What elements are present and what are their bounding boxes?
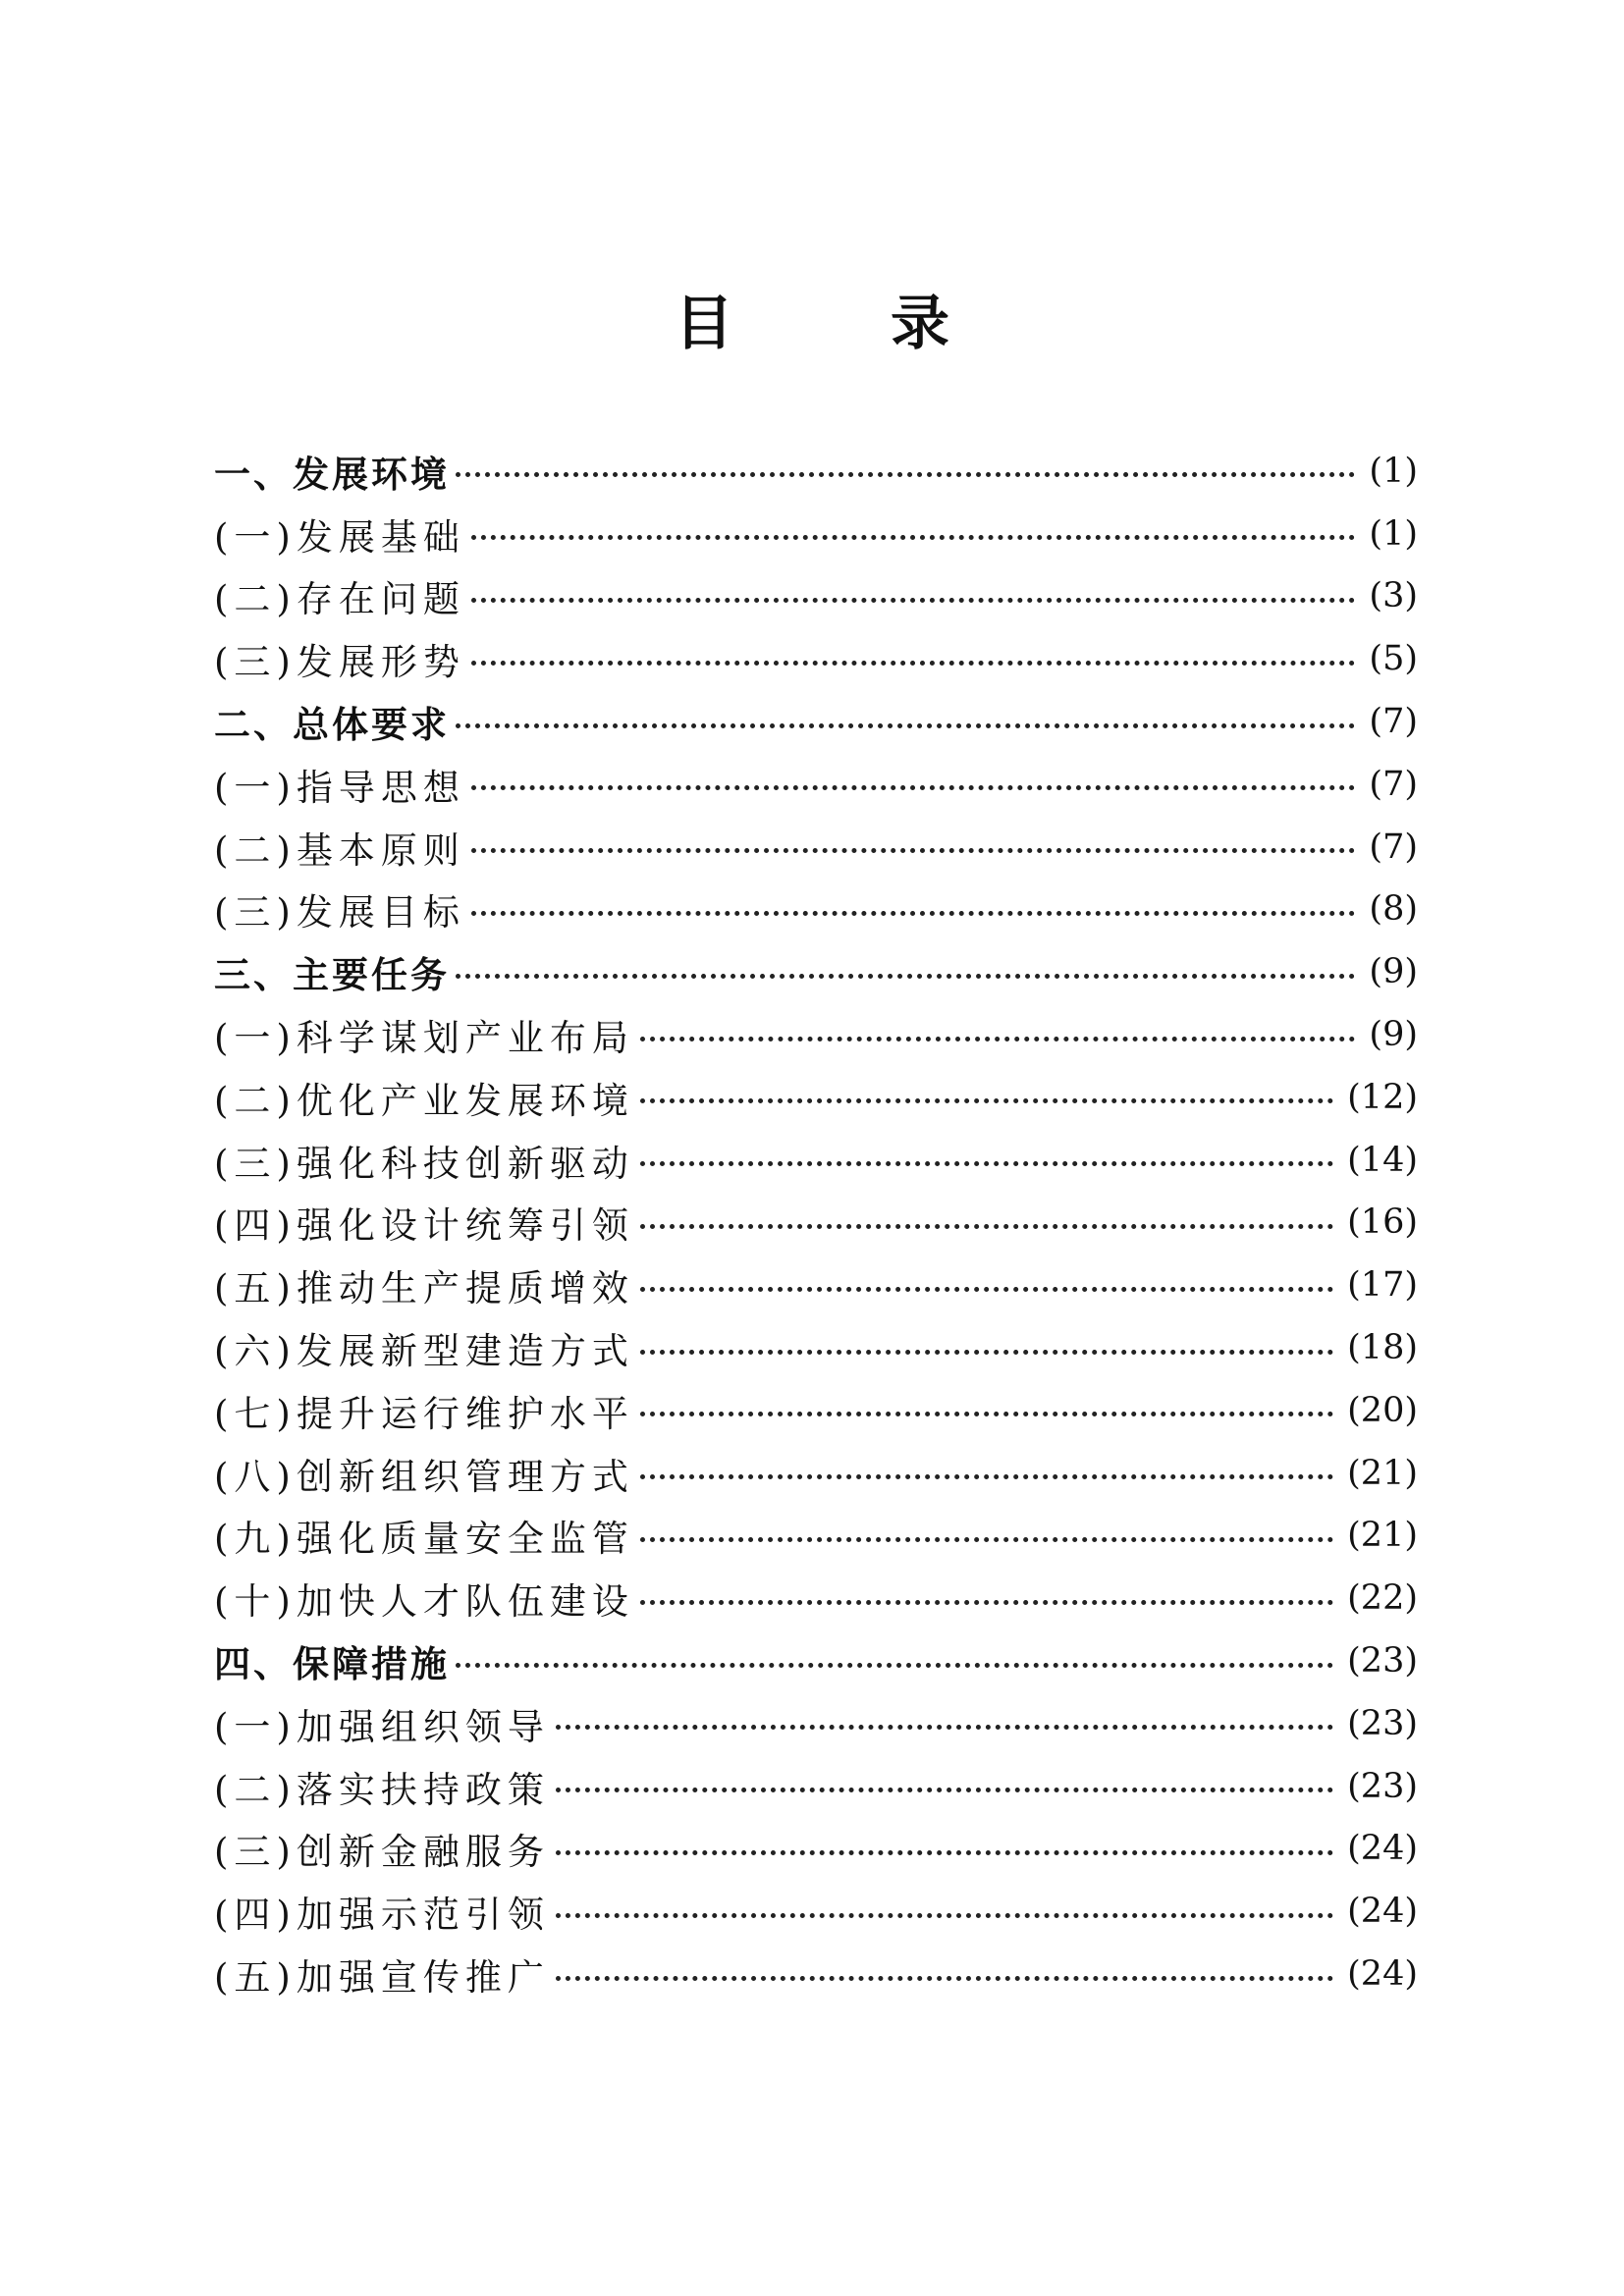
toc-page-number: (9) — [1369, 952, 1418, 992]
toc-dot-leader — [471, 911, 1356, 916]
toc-subsection-entry[interactable] — [214, 1880, 1418, 1943]
toc-section-entry[interactable] — [214, 940, 1418, 1003]
toc-entry-label: (二)优化产业发展环境 — [214, 1079, 634, 1122]
toc-page-number: (5) — [1369, 639, 1418, 679]
toc-page-number: (21) — [1347, 1516, 1418, 1556]
toc-page-number: (20) — [1347, 1390, 1418, 1430]
toc-dot-leader — [640, 1412, 1333, 1416]
title-char-2: 录 — [891, 290, 949, 358]
toc-subsection-entry[interactable] — [214, 503, 1418, 565]
toc-subsection-entry[interactable] — [214, 753, 1418, 816]
toc-subsection-entry[interactable] — [214, 816, 1418, 879]
toc-dot-leader — [556, 1913, 1333, 1918]
toc-entry-label: (一)科学谋划产业布局 — [214, 1017, 634, 1060]
toc-entry-label: (一)指导思想 — [214, 766, 465, 809]
toc-dot-leader — [640, 1161, 1333, 1166]
toc-subsection-entry[interactable] — [214, 1316, 1418, 1379]
toc-dot-leader — [471, 598, 1356, 603]
toc-dot-leader — [556, 1976, 1333, 1981]
toc-subsection-entry[interactable] — [214, 1692, 1418, 1755]
toc-entry-label: 二、总体要求 — [214, 704, 450, 747]
toc-page-number: (22) — [1347, 1578, 1418, 1619]
toc-page-number: (8) — [1369, 889, 1418, 930]
toc-section-entry[interactable] — [214, 1629, 1418, 1692]
toc-page-number: (24) — [1347, 1954, 1418, 1995]
toc-subsection-entry[interactable] — [214, 1442, 1418, 1505]
toc-subsection-entry[interactable] — [214, 1943, 1418, 2005]
toc-entry-label: (五)推动生产提质增效 — [214, 1267, 634, 1310]
toc-entry-label: 一、发展环境 — [214, 453, 450, 496]
toc-subsection-entry[interactable] — [214, 1379, 1418, 1442]
table-of-contents — [214, 440, 1418, 2005]
toc-dot-leader — [556, 1850, 1333, 1855]
toc-page-number: (23) — [1347, 1703, 1418, 1743]
toc-page-number: (24) — [1347, 1892, 1418, 1932]
toc-subsection-entry[interactable] — [214, 1192, 1418, 1255]
toc-entry-label: (三)创新金融服务 — [214, 1831, 550, 1874]
toc-dot-leader — [456, 723, 1355, 728]
toc-page-number: (1) — [1369, 513, 1418, 554]
toc-subsection-entry[interactable] — [214, 1066, 1418, 1129]
toc-subsection-entry[interactable] — [214, 1129, 1418, 1192]
toc-page-number: (16) — [1347, 1202, 1418, 1243]
toc-page-number: (17) — [1347, 1265, 1418, 1306]
toc-dot-leader — [640, 1098, 1333, 1103]
toc-entry-label: (四)强化设计统筹引领 — [214, 1204, 634, 1248]
toc-entry-label: (七)提升运行维护水平 — [214, 1392, 634, 1435]
toc-page-number: (24) — [1347, 1829, 1418, 1869]
toc-page-number: (23) — [1347, 1641, 1418, 1682]
toc-entry-label: (二)存在问题 — [214, 578, 465, 621]
toc-subsection-entry[interactable] — [214, 1755, 1418, 1818]
toc-entry-label: (四)加强示范引领 — [214, 1894, 550, 1937]
toc-page-number: (9) — [1369, 1015, 1418, 1055]
toc-dot-leader — [471, 785, 1356, 790]
toc-dot-leader — [556, 1725, 1333, 1730]
toc-entry-label: (十)加快人才队伍建设 — [214, 1580, 634, 1624]
toc-page-number: (3) — [1369, 576, 1418, 616]
toc-page-number: (21) — [1347, 1453, 1418, 1493]
toc-dot-leader — [556, 1788, 1333, 1792]
toc-subsection-entry[interactable] — [214, 627, 1418, 690]
toc-page-number: (12) — [1347, 1077, 1418, 1117]
toc-entry-label: (三)强化科技创新驱动 — [214, 1142, 634, 1185]
toc-page-number: (14) — [1347, 1140, 1418, 1180]
toc-dot-leader — [456, 974, 1355, 979]
toc-entry-label: (一)发展基础 — [214, 515, 465, 559]
toc-entry-label: 三、主要任务 — [214, 954, 450, 997]
toc-page-number: (7) — [1369, 827, 1418, 867]
toc-section-entry[interactable] — [214, 440, 1418, 503]
toc-dot-leader — [456, 1663, 1333, 1668]
toc-entry-label: (六)发展新型建造方式 — [214, 1330, 634, 1373]
toc-page-number: (23) — [1347, 1766, 1418, 1806]
toc-entry-label: (九)强化质量安全监管 — [214, 1518, 634, 1561]
toc-dot-leader — [640, 1350, 1333, 1355]
toc-dot-leader — [456, 472, 1355, 477]
toc-subsection-entry[interactable] — [214, 565, 1418, 628]
toc-page-number: (1) — [1369, 451, 1418, 491]
toc-subsection-entry[interactable] — [214, 1505, 1418, 1568]
toc-subsection-entry[interactable] — [214, 1254, 1418, 1316]
toc-entry-label: (三)发展形势 — [214, 641, 465, 684]
title-char-1: 目 — [675, 290, 733, 358]
toc-dot-leader — [471, 535, 1356, 540]
toc-dot-leader — [640, 1600, 1333, 1605]
toc-page-number: (18) — [1347, 1328, 1418, 1368]
toc-dot-leader — [640, 1537, 1333, 1542]
toc-entry-label: (一)加强组织领导 — [214, 1705, 550, 1748]
toc-entry-label: (三)发展目标 — [214, 891, 465, 934]
toc-dot-leader — [640, 1224, 1333, 1229]
toc-entry-label: (二)落实扶持政策 — [214, 1768, 550, 1811]
toc-section-entry[interactable] — [214, 690, 1418, 753]
toc-dot-leader — [640, 1287, 1333, 1292]
toc-dot-leader — [471, 661, 1356, 666]
toc-dot-leader — [640, 1037, 1356, 1041]
toc-entry-label: (八)创新组织管理方式 — [214, 1455, 634, 1498]
toc-page-number: (7) — [1369, 764, 1418, 804]
page-title — [0, 285, 1624, 363]
toc-subsection-entry[interactable] — [214, 1567, 1418, 1629]
toc-subsection-entry[interactable] — [214, 1003, 1418, 1066]
toc-page-number: (7) — [1369, 702, 1418, 742]
toc-subsection-entry[interactable] — [214, 1818, 1418, 1881]
toc-dot-leader — [640, 1474, 1333, 1479]
toc-dot-leader — [471, 848, 1356, 853]
toc-subsection-entry[interactable] — [214, 879, 1418, 941]
toc-entry-label: (二)基本原则 — [214, 828, 465, 872]
toc-entry-label: (五)加强宣传推广 — [214, 1956, 550, 2000]
toc-entry-label: 四、保障措施 — [214, 1643, 450, 1686]
